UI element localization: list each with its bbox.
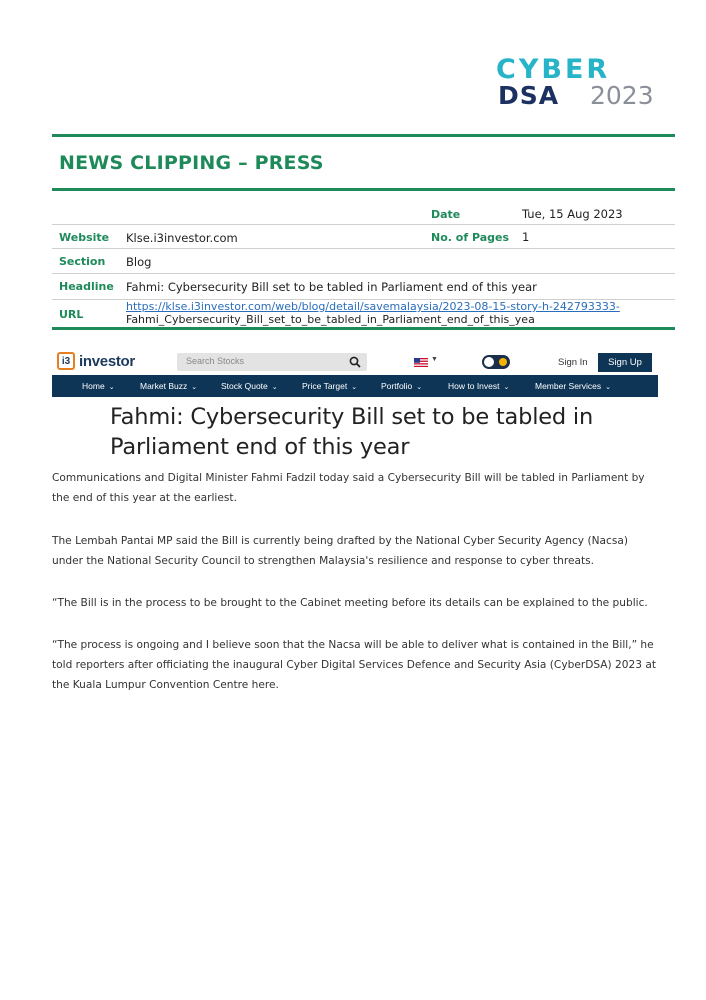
nav-home[interactable]: Home ⌄ bbox=[82, 381, 115, 391]
url-continuation: Fahmi_Cybersecurity_Bill_set_to_be_tabled_in_Parliament_end_of_this_yea bbox=[126, 313, 535, 326]
search-icon[interactable] bbox=[349, 356, 361, 368]
chevron-down-icon: ⌄ bbox=[271, 384, 278, 391]
theme-toggle[interactable] bbox=[482, 355, 510, 369]
pages-label: No. of Pages bbox=[431, 231, 510, 244]
nav-stock-quote[interactable]: Stock Quote ⌄ bbox=[221, 381, 278, 391]
section-title: NEWS CLIPPING – PRESS bbox=[59, 152, 324, 174]
sun-icon bbox=[499, 358, 507, 366]
site-nav-bar bbox=[52, 375, 658, 397]
headline-value: Fahmi: Cybersecurity Bill set to be tabled in Parliament end of this year bbox=[126, 280, 537, 294]
chevron-down-icon: ⌄ bbox=[503, 384, 510, 391]
toggle-knob bbox=[484, 357, 494, 367]
info-row-url bbox=[52, 300, 675, 328]
logo-dsa-text: DSA bbox=[498, 81, 560, 106]
i3-logo-mark: i3 bbox=[57, 352, 75, 370]
site-header bbox=[52, 346, 658, 374]
chevron-down-icon: ⌄ bbox=[605, 384, 612, 391]
website-value: Klse.i3investor.com bbox=[126, 231, 238, 245]
article-paragraph-3: “The Bill is in the process to be brought to the Cabinet meeting before its details can be explained to the public. bbox=[52, 597, 648, 609]
i3investor-logo[interactable] bbox=[57, 351, 135, 371]
nav-member-services[interactable]: Member Services ⌄ bbox=[535, 381, 612, 391]
sign-in-link[interactable]: Sign In bbox=[558, 357, 588, 368]
pages-value: 1 bbox=[522, 230, 530, 244]
website-label: Website bbox=[59, 231, 110, 244]
url-label: URL bbox=[59, 308, 84, 321]
search-placeholder: Search Stocks bbox=[186, 356, 245, 366]
headline-label: Headline bbox=[59, 280, 114, 293]
nav-market-buzz[interactable]: Market Buzz ⌄ bbox=[140, 381, 198, 391]
bottom-rule bbox=[52, 327, 675, 330]
i3-logo-text: investor bbox=[79, 352, 135, 370]
article-paragraph-4: “The process is ongoing and I believe soon that the Nacsa will be able to deliver what is contained in the Bill,” he told reporters after officiating the inaugural Cyber Digital Services Defence and Security Asia (CyberDSA) 2023 at the Kuala Lumpur Convention Centre here. bbox=[52, 639, 656, 691]
chevron-down-icon: ⌄ bbox=[191, 384, 198, 391]
article-paragraph-1: Communications and Digital Minister Fahmi Fadzil today said a Cybersecurity Bill will be tabled in Parliament by the end of this year at the earliest. bbox=[52, 472, 645, 504]
date-value: Tue, 15 Aug 2023 bbox=[522, 207, 623, 221]
logo-cyber-text: CYBER bbox=[496, 54, 611, 85]
url-link[interactable]: https://klse.i3investor.com/web/blog/detail/savemalaysia/2023-08-15-story-h-242793333- bbox=[126, 300, 620, 313]
info-row-website bbox=[52, 225, 675, 249]
clipping-info-table bbox=[52, 201, 675, 328]
logo-year-text: 2023 bbox=[590, 81, 654, 106]
info-row-headline bbox=[52, 274, 675, 300]
section-value: Blog bbox=[126, 255, 152, 269]
info-row-date bbox=[52, 201, 675, 225]
title-rule bbox=[52, 188, 675, 191]
top-rule bbox=[52, 134, 675, 137]
language-caret-icon[interactable]: ▼ bbox=[431, 356, 438, 363]
sign-up-button[interactable]: Sign Up bbox=[598, 353, 652, 372]
date-label: Date bbox=[431, 208, 461, 221]
chevron-down-icon: ⌄ bbox=[351, 384, 358, 391]
article-headline: Fahmi: Cybersecurity Bill set to be tabled in Parliament end of this year bbox=[110, 404, 594, 460]
nav-price-target[interactable]: Price Target ⌄ bbox=[302, 381, 358, 391]
cyberdsa-logo bbox=[496, 54, 676, 106]
chevron-down-icon: ⌄ bbox=[416, 384, 423, 391]
search-stocks-input[interactable] bbox=[177, 353, 367, 371]
info-row-section bbox=[52, 249, 675, 274]
article-paragraph-2: The Lembah Pantai MP said the Bill is currently being drafted by the National Cyber Security Agency (Nacsa) under the National Security Council to strengthen Malaysia's resilience and response to cyber threats. bbox=[52, 535, 628, 567]
nav-portfolio[interactable]: Portfolio ⌄ bbox=[381, 381, 423, 391]
section-label: Section bbox=[59, 255, 106, 268]
url-value bbox=[126, 300, 620, 326]
us-flag-icon[interactable] bbox=[414, 358, 428, 367]
nav-how-to-invest[interactable]: How to Invest ⌄ bbox=[448, 381, 510, 391]
chevron-down-icon: ⌄ bbox=[108, 384, 115, 391]
